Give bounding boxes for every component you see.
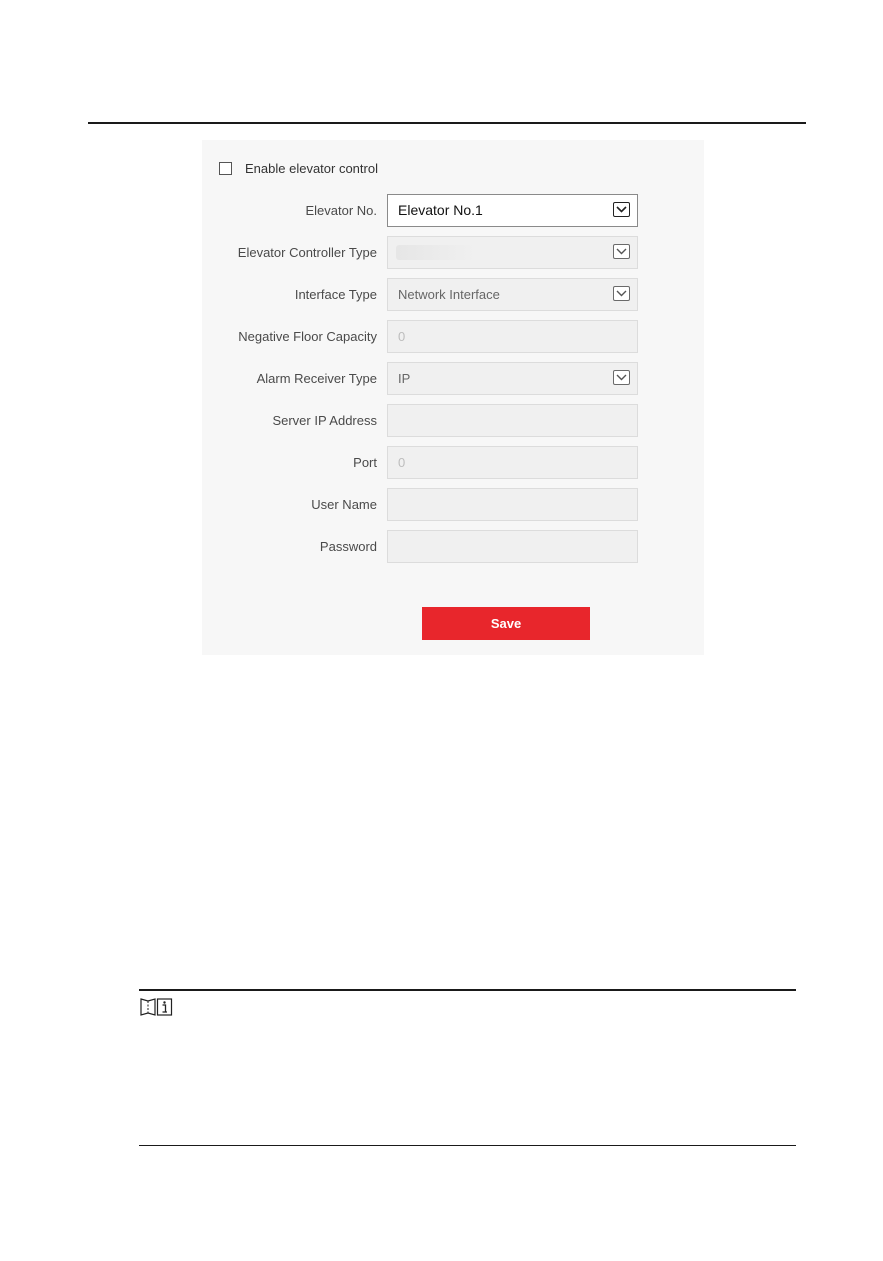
elevator-controller-type-row — [202, 236, 704, 269]
note-top-rule — [139, 989, 796, 991]
elevator-no-label: Elevator No. — [305, 203, 377, 218]
enable-elevator-control-checkbox[interactable] — [219, 162, 232, 175]
alarm-receiver-type-select[interactable] — [387, 362, 638, 395]
server-ip-address-label: Server IP Address — [272, 413, 377, 428]
interface-type-select[interactable] — [387, 278, 638, 311]
user-name-input[interactable] — [387, 488, 638, 521]
obscured-value — [396, 245, 476, 260]
elevator-no-value: Elevator No.1 — [398, 202, 483, 218]
alarm-receiver-type-label: Alarm Receiver Type — [256, 371, 377, 386]
port-input[interactable] — [387, 446, 638, 479]
port-placeholder: 0 — [398, 455, 406, 470]
port-row — [202, 446, 704, 479]
alarm-receiver-type-value: IP — [398, 371, 411, 386]
enable-elevator-control-label: Enable elevator control — [245, 160, 378, 176]
header-rule — [88, 122, 806, 124]
enable-elevator-control-row[interactable] — [219, 160, 378, 176]
server-ip-address-row — [202, 404, 704, 437]
note-bottom-rule — [139, 1145, 796, 1146]
negative-floor-capacity-input[interactable] — [387, 320, 638, 353]
interface-type-row — [202, 278, 704, 311]
password-label: Password — [319, 539, 377, 554]
save-button[interactable]: Save — [422, 607, 590, 640]
interface-type-label: Interface Type — [294, 287, 377, 302]
negative-floor-capacity-row — [202, 320, 704, 353]
interface-type-value: Network Interface — [398, 287, 500, 302]
elevator-controller-type-label: Elevator Controller Type — [237, 245, 377, 260]
elevator-no-select[interactable] — [387, 194, 638, 227]
chevron-down-icon[interactable] — [613, 244, 630, 259]
password-row — [202, 530, 704, 563]
negative-floor-capacity-placeholder: 0 — [398, 329, 406, 344]
chevron-down-icon[interactable] — [613, 286, 630, 301]
port-label: Port — [353, 455, 377, 470]
chevron-down-icon[interactable] — [613, 370, 630, 385]
user-name-label: User Name — [311, 497, 377, 512]
negative-floor-capacity-label: Negative Floor Capacity — [238, 329, 377, 344]
alarm-receiver-type-row — [202, 362, 704, 395]
elevator-settings-panel — [202, 140, 704, 655]
server-ip-address-input[interactable] — [387, 404, 638, 437]
elevator-no-row — [202, 194, 704, 227]
user-name-row — [202, 488, 704, 521]
elevator-controller-type-select[interactable] — [387, 236, 638, 269]
chevron-down-icon[interactable] — [613, 202, 630, 217]
password-input[interactable] — [387, 530, 638, 563]
book-info-icon — [139, 997, 173, 1022]
